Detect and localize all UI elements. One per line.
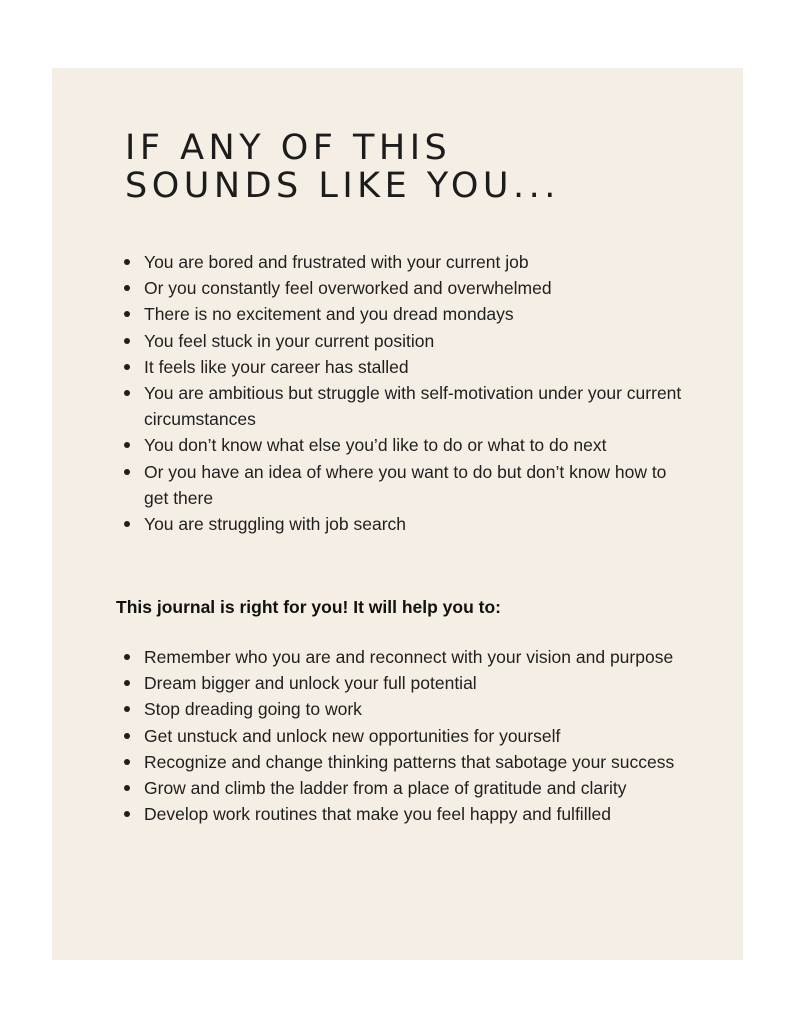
title-line: IF ANY OF THIS [125,128,452,168]
page-title [125,129,560,205]
list-item-text: It feels like your career has stalled [144,356,409,377]
bullet-icon [124,390,130,396]
list-item [144,275,684,301]
list-item [144,249,684,275]
bullet-icon [124,338,130,344]
list-item [144,354,684,380]
list-item [144,801,684,827]
bullet-icon [124,311,130,317]
bullet-icon [124,733,130,739]
list-item [144,749,684,775]
bullet-icon [124,469,130,475]
list-item-text: You are struggling with job search [144,514,407,535]
bullet-icon [124,654,130,660]
list-item-text: You are bored and frustrated with your current job [144,252,529,272]
list-item [144,328,684,354]
title-line: SOUNDS LIKE YOU... [125,166,560,206]
list-item [144,644,684,670]
list-item [144,380,684,432]
list-item-text: Or you constantly feel overworked and overwhelmed [144,278,552,299]
list-item-text: Develop work routines that make you feel happy and fulfilled [144,804,611,825]
list-item-text: Get unstuck and unlock new opportunities for yourself [144,725,561,746]
bullet-icon [124,785,130,791]
benefits-intro: This journal is right for you! It will help you to: [116,597,501,617]
list-item-text: Stop dreading going to work [144,699,362,720]
list-item-text: There is no excitement and you dread mondays [144,304,514,325]
list-item [144,723,684,749]
bullet-icon [124,811,130,817]
list-item [144,775,684,801]
list-item-text: You are ambitious but struggle with self-motivation under your current circumstances [144,383,682,430]
list-item-text: You feel stuck in your current position [144,330,435,351]
list-item-text: Dream bigger and unlock your full potential [144,673,477,694]
list-item-text: Or you have an idea of where you want to do but don’t know how to get there [144,461,667,508]
bullet-icon [124,364,130,370]
list-item-text: Remember who you are and reconnect with your vision and purpose [144,647,674,667]
list-item [144,511,684,537]
pain-points-list [144,249,684,537]
page-card [52,68,743,960]
bullet-icon [124,285,130,291]
list-item [144,670,684,696]
bullet-icon [124,759,130,765]
list-item [144,459,684,511]
list-item-text: Grow and climb the ladder from a place of gratitude and clarity [144,778,627,799]
list-item [144,432,684,458]
bullet-icon [124,259,130,265]
bullet-icon [124,521,130,527]
list-item [144,696,684,722]
bullet-icon [124,442,130,448]
list-item [144,301,684,327]
list-item-text: Recognize and change thinking patterns that sabotage your success [144,751,675,772]
bullet-icon [124,706,130,712]
list-item-text: You don’t know what else you’d like to do or what to do next [144,435,607,456]
benefits-list [144,644,684,827]
bullet-icon [124,680,130,686]
